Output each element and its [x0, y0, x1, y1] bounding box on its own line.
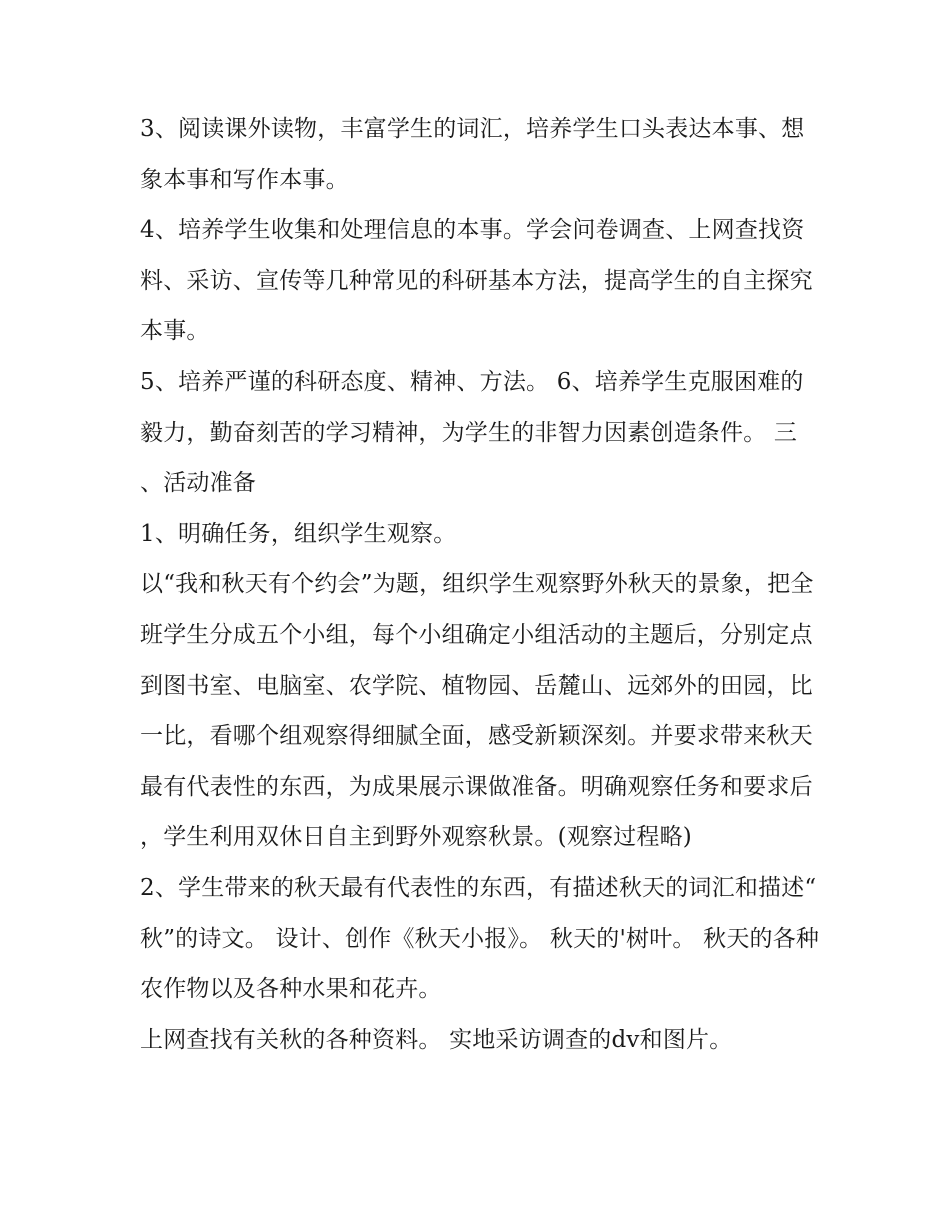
paragraph-prep-online: 上网查找有关秋的各种资料。 实地采访调查的dv和图片。	[140, 1026, 733, 1053]
paragraph-prep-1: 1、明确任务，组织学生观察。	[140, 520, 457, 547]
document-body	[140, 104, 820, 1065]
paragraph-prep-2: 2、学生带来的秋天最有代表性的东西，有描述秋天的词汇和描述“秋”的诗文。 设计、创作《秋天小报》。 秋天的'树叶。 秋天的各种农作物以及各种水果和花卉。	[140, 874, 820, 1003]
paragraph-prep-1-detail: 以“我和秋天有个约会”为题，组织学生观察野外秋天的景象，把全班学生分成五个小组，每个小组确定小组活动的主题后，分别定点到图书室、电脑室、农学院、植物园、岳麓山、远郊外的田园，比一比，看哪个组观察得细腻全面，感受新颖深刻。并要求带来秋天最有代表性的东西，为成果展示课做准备。明确观察任务和要求后，学生利用双休日自主到野外观察秋景。(观察过程略)	[140, 571, 814, 851]
paragraph-goal-3: 3、阅读课外读物，丰富学生的词汇，培养学生口头表达本事、想象本事和写作本事。	[140, 116, 805, 193]
paragraph-goal-4: 4、培养学生收集和处理信息的本事。学会问卷调查、上网查找资料、采访、宣传等几种常见的科研基本方法，提高学生的自主探究本事。	[140, 217, 813, 345]
paragraph-goal-5-6: 5、培养严谨的科研态度、精神、方法。 6、培养学生克服困难的毅力，勤奋刻苦的学习精神，为学生的非智力因素创造条件。 三、活动准备	[140, 368, 804, 497]
